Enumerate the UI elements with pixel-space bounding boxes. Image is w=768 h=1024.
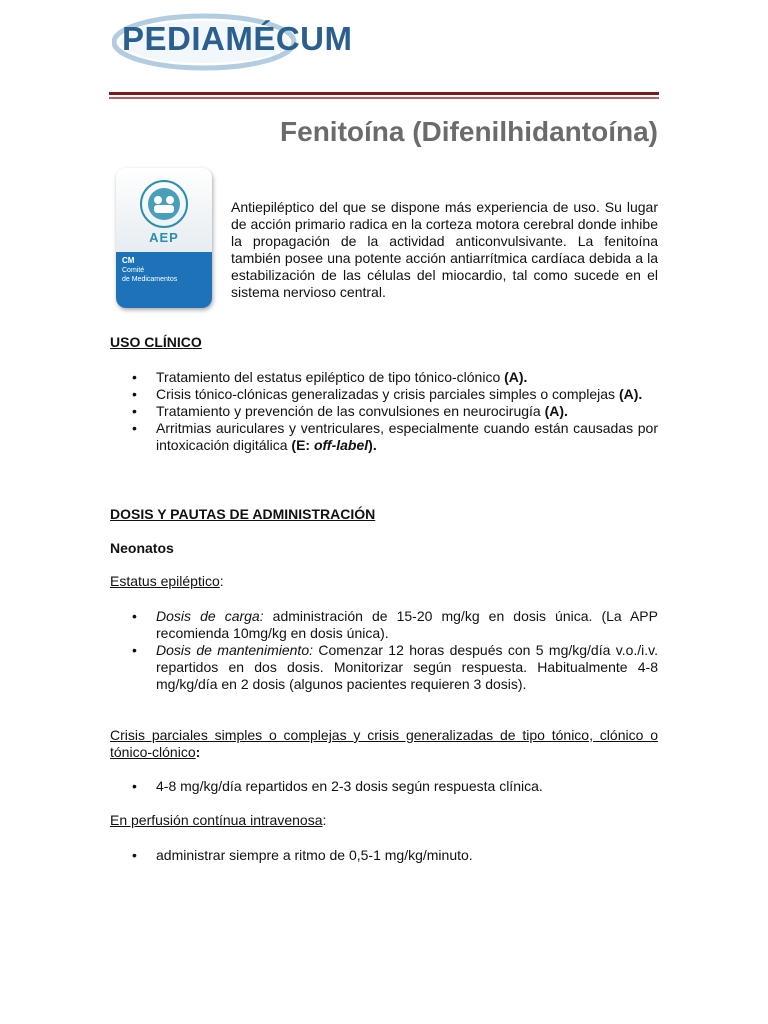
badge-committee-line-1: Comité: [122, 267, 145, 274]
uso-clinico-list: [130, 369, 658, 454]
section-heading-uso-clinico: USO CLÍNICO: [110, 334, 202, 350]
header-rule: [109, 92, 659, 95]
list-item: • 4-8 mg/kg/día repartidos en 2-3 dosis según respuesta clínica.: [132, 778, 543, 794]
badge-committee: [122, 266, 208, 284]
estatus-list: [130, 608, 658, 693]
list-item: • Arritmias auriculares y ventriculares, especialmente cuando están causadas por intoxicación digitálica (E: off-label).: [132, 420, 658, 453]
list-item: • Dosis de carga: administración de 15-20 mg/kg en dosis única. (La APP recomienda 10mg/kg en dosis única).: [132, 608, 658, 641]
section-heading-dosis: DOSIS Y PAUTAS DE ADMINISTRACIÓN: [110, 506, 376, 522]
list-item: • Crisis tónico-clónicas generalizadas y crisis parciales simples o complejas (A).: [132, 386, 643, 402]
estatus-heading: Estatus epiléptico:: [110, 573, 224, 589]
page-title: Fenitoína (Difenilhidantoína): [280, 116, 658, 147]
list-item: • Tratamiento del estatus epiléptico de tipo tónico-clónico (A).: [132, 369, 528, 385]
pediamecum-logo: [112, 8, 357, 74]
perfusion-list: [130, 847, 658, 864]
intro-paragraph: Antiepiléptico del que se dispone más experiencia de uso. Su lugar de acción primario radica en la corteza motora cerebral donde inhibe la propagación de la actividad anticonvulsivante. La fenitoína también posee una potente acción antiarrítmica cardíaca debida a la estabilización de las células del miocardio, tal como sucede en el sistema nervioso central.: [231, 199, 658, 300]
list-item: • administrar siempre a ritmo de 0,5-1 mg/kg/minuto.: [132, 847, 473, 863]
list-item: • Dosis de mantenimiento: Comenzar 12 horas después con 5 mg/kg/día v.o./i.v. repartidos en dos dosis. Monitorizar según respuesta. Habitualmente 4-8 mg/kg/día en 2 dosis (algunos pacientes requieren 3 dosis).: [132, 642, 658, 692]
crisis-list: [130, 778, 658, 795]
subheading-neonatos: Neonatos: [110, 540, 174, 556]
badge-committee-line-2: de Medicamentos: [122, 276, 178, 283]
aep-badge: [116, 168, 212, 308]
list-item: • Tratamiento y prevención de las convulsiones en neurocirugía (A).: [132, 403, 568, 419]
aep-emblem-icon: [136, 178, 192, 230]
crisis-heading: Crisis parciales simples o complejas y crisis generalizadas de tipo tónico, clónico o tónico-clónico:: [110, 727, 658, 760]
header-rule-thin: [109, 97, 659, 99]
logo-text: PEDIAMÉCUM: [122, 20, 353, 57]
badge-cm: CM: [122, 256, 135, 265]
badge-acronym: AEP: [149, 230, 179, 245]
perfusion-heading: En perfusión contínua intravenosa:: [110, 812, 327, 828]
